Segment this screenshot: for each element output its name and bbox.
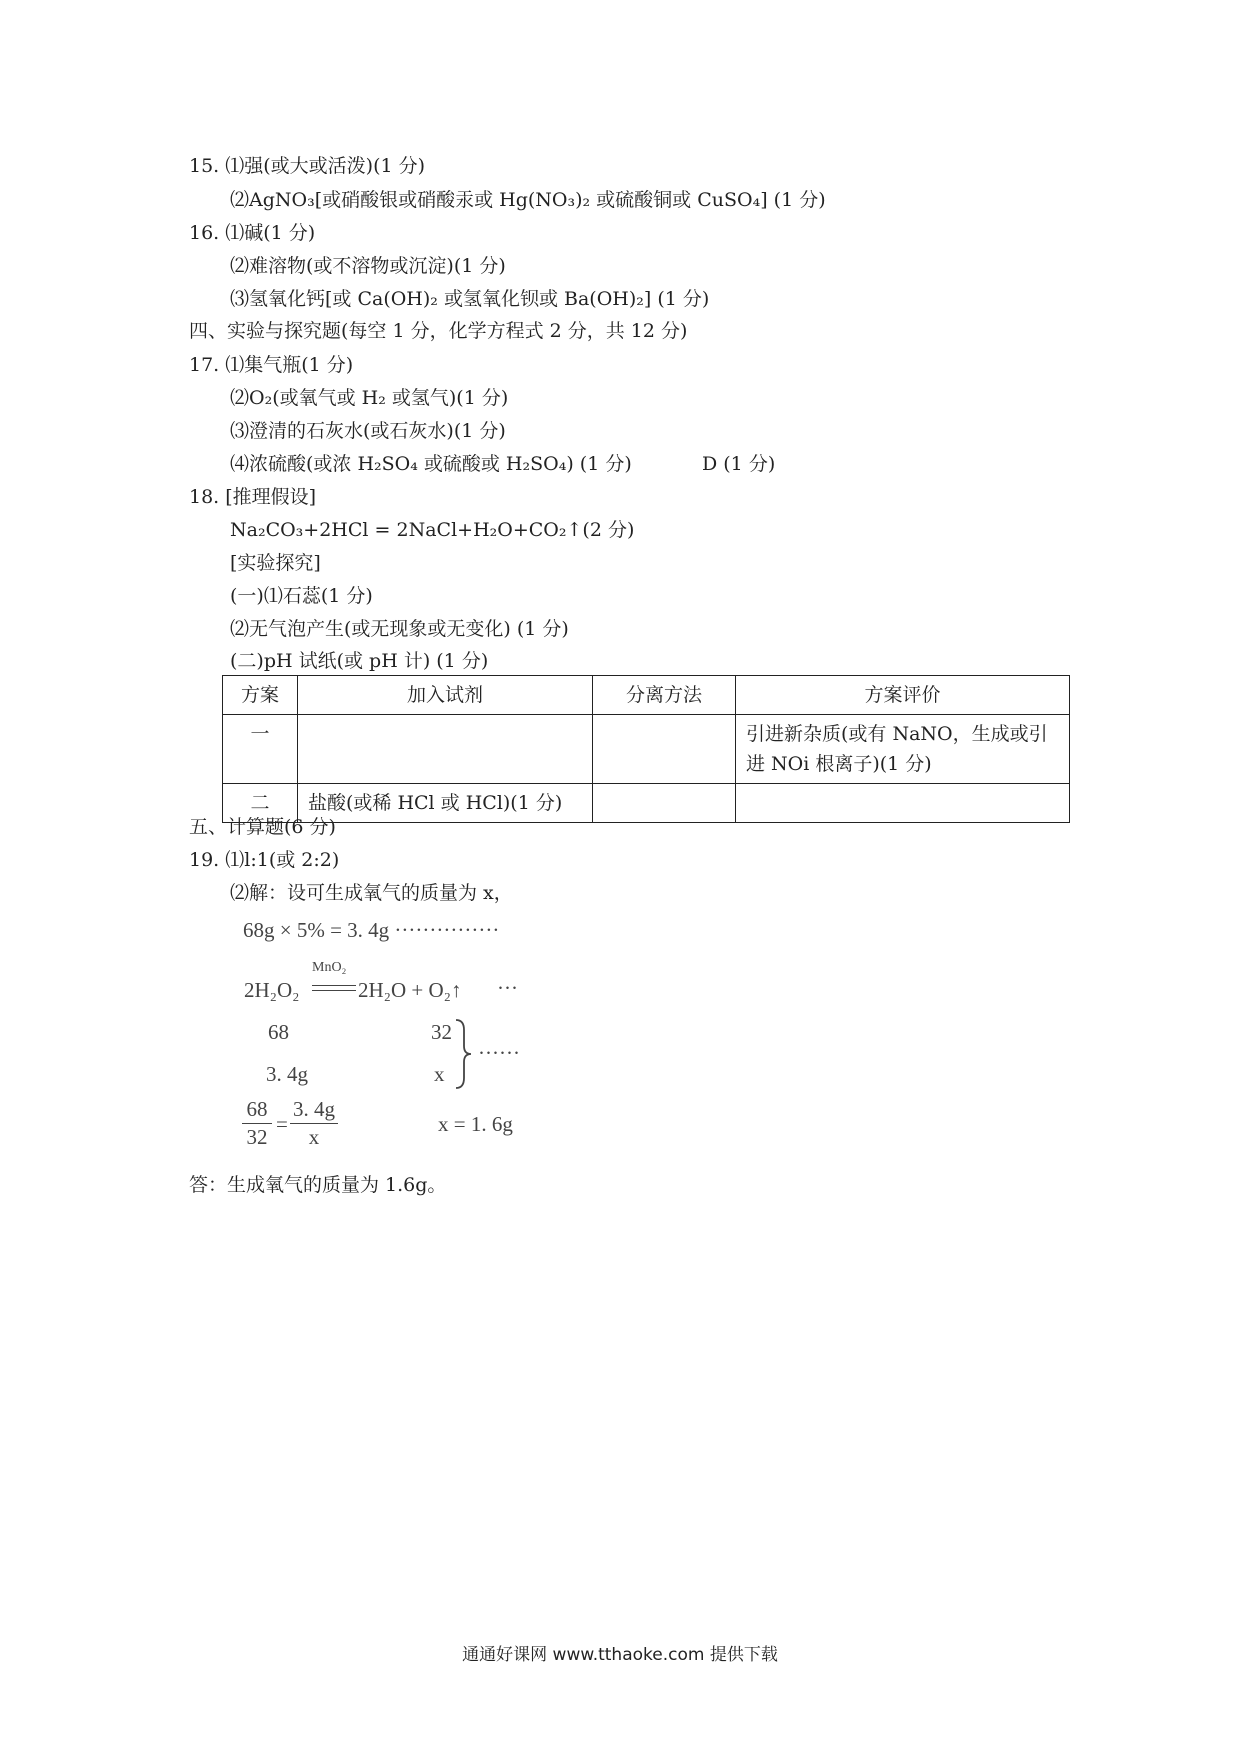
q17-line-3: ⑶澄清的石灰水(或石灰水)(1 分) [230,420,506,442]
q16-line-1: 16. ⑴碱(1 分) [189,222,316,244]
calc-result: x = 1. 6g [438,1112,513,1136]
reaction-right: 2H₂O + O₂↑ [358,978,462,1002]
fraction-bar [290,1123,338,1124]
q17-line-2: ⑵O₂(或氧气或 H₂ 或氢气)(1 分) [230,387,509,409]
reaction-arrow-bottom [312,990,356,991]
q17-line-1: 17. ⑴集气瓶(1 分) [189,354,354,376]
q18-line-1: 18. [推理假设] [189,486,317,508]
fraction-left-numerator: 68 [246,1097,268,1121]
table-cell [593,784,736,823]
header-cell: 方案评价 [736,676,1070,715]
section-5-heading: 五、计算题(6 分) [189,816,336,838]
q18-equation: Na₂CO₃+2HCl = 2NaCl+H₂O+CO₂↑(2 分) [230,519,635,541]
fraction-right-denominator: x [308,1125,320,1149]
fraction-left [242,1097,272,1150]
molar-mass-2: 32 [431,1020,452,1044]
brace-dots: ······ [478,1041,520,1065]
table-row [223,715,1070,784]
right-brace-icon [452,1018,474,1090]
table-row [223,784,1070,823]
equals-sign: = [276,1112,288,1136]
reaction-dots: ··· [497,976,518,1000]
q17-line-4: ⑷浓硫酸(或浓 H₂SO₄ 或硫酸或 H₂SO₄) (1 分) [230,453,632,475]
reaction-left: 2H₂O₂ [244,978,300,1002]
section-4-heading: 四、实验与探究题(每空 1 分，化学方程式 2 分，共 12 分) [189,320,688,342]
table-cell [736,784,1070,823]
molar-mass-1: 68 [268,1020,289,1044]
header-cell: 加入试剂 [298,676,593,715]
mass-value-2: x [434,1062,445,1086]
calc-line-1: 68g × 5% = 3. 4g ··············· [243,918,500,942]
catalyst-label: MnO₂ [312,960,347,975]
q18-experiment-heading: [实验探究] [230,552,321,574]
q15-line-2: ⑵AgNO₃[或硝酸银或硝酸汞或 Hg(NO₃)₂ 或硫酸铜或 CuSO₄] (1 分) [230,189,826,211]
table-cell [298,715,593,784]
fraction-bar [242,1123,272,1124]
header-cell: 分离方法 [593,676,736,715]
reaction-arrow-top [312,985,356,986]
fraction-right [290,1097,338,1150]
mass-value-1: 3. 4g [266,1062,308,1086]
footer-source: 通通好课网 www.tthaoke.com 提供下载 [462,1645,778,1665]
table-header-row [223,676,1070,715]
q18-part-2: ⑵无气泡产生(或无现象或无变化) (1 分) [230,618,569,640]
table-cell [593,715,736,784]
scheme-table [222,675,1070,823]
q15-line-1: 15. ⑴强(或大或活泼)(1 分) [189,155,426,177]
q18-part-3: (二)pH 试纸(或 pH 计) (1 分) [230,650,489,672]
final-answer: 答：生成氧气的质量为 1.6g。 [189,1174,447,1196]
table-cell: 引进新杂质(或有 NaNO，生成或引进 NOi 根离子)(1 分) [736,715,1070,784]
fraction-right-numerator: 3. 4g [293,1097,335,1121]
header-cell: 方案 [223,676,298,715]
q16-line-2: ⑵难溶物(或不溶物或沉淀)(1 分) [230,255,506,277]
q19-line-1: 19. ⑴l:1(或 2:2) [189,849,340,871]
table-cell: 盐酸(或稀 HCl 或 HCl)(1 分) [298,784,593,823]
fraction-left-denominator: 32 [246,1125,268,1149]
q17-line-4-answer-d: D (1 分) [702,453,776,475]
table-cell: 一 [223,715,298,784]
q19-line-2: ⑵解：设可生成氧气的质量为 x， [230,882,513,904]
table-cell: 二 [223,784,298,823]
q18-part-1: (一)⑴石蕊(1 分) [230,585,373,607]
q16-line-3: ⑶氢氧化钙[或 Ca(OH)₂ 或氢氧化钡或 Ba(OH)₂] (1 分) [230,288,710,310]
